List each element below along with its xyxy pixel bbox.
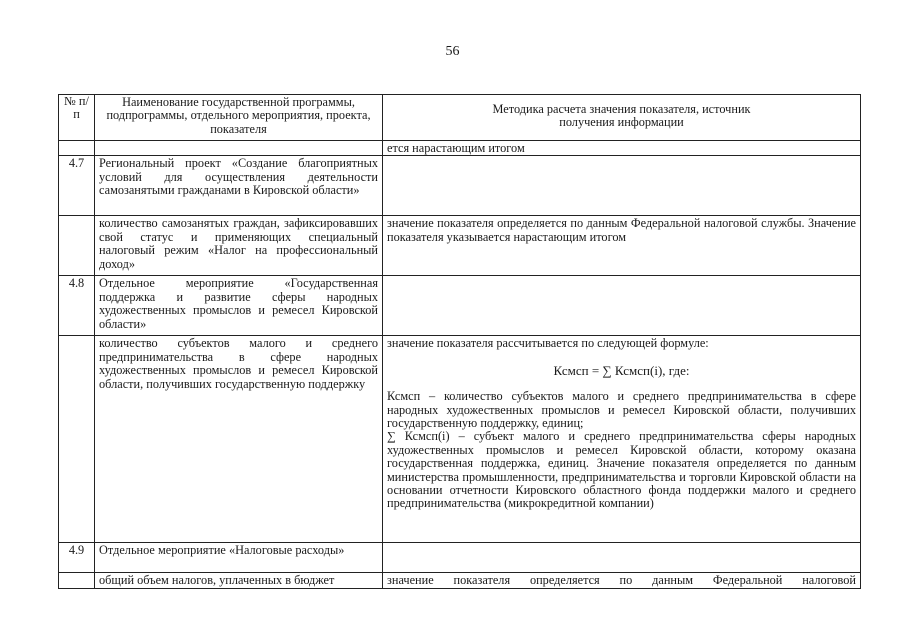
row-num [59,573,95,588]
header-method-text: Методика расчета значения показателя, источник получения информации [492,102,751,130]
table-row [59,141,861,156]
formula: Ксмсп = ∑ Ксмсп(i), где: [553,362,690,378]
row-name: Отдельное мероприятие «Налоговые расходы» [95,543,383,573]
row-name: количество субъектов малого и среднего предпринимательства в сфере народных художественных промыслов и ремесел Кировской области, получивших государственную поддержку [95,336,383,543]
method-definition-2: ∑ Ксмсп(i) – субъект малого и среднего предпринимательства сферы народных художественных промыслов и ремесел Кировской области, которому оказана государственная поддержка, единиц. Значение показателя определяется по данным министерства промышленности, предпринимательства и торговли Кировской области на основании отчетности Кировского областного фонда поддержки малого и среднего предпринимательства (микрокредитной компании) [387,429,856,511]
header-num-text: № п/п [64,94,89,122]
table-row [59,156,861,216]
page-number: 56 [445,44,460,59]
row-name: количество самозанятых граждан, зафиксировавших свой статус и применяющих специальный налоговый режим «Налог на профессиональный доход» [95,216,383,276]
row-method: значение показателя определяется по данным Федеральной налоговой [383,573,861,588]
header-method [383,95,861,141]
method-intro: значение показателя рассчитывается по следующей формуле: [387,336,709,351]
header-name-text: Наименование государственной программы, подпрограммы, отдельного мероприятия, проекта, показателя [106,95,371,136]
row-num: 4.9 [59,543,95,573]
row-method: значение показателя определяется по данным Федеральной налоговой службы. Значение показателя указывается нарастающим итогом [383,216,861,276]
row-method [383,276,861,336]
table-row [59,336,861,543]
row-name [95,141,383,156]
row-num: 4.8 [59,276,95,336]
table-row [59,276,861,336]
row-name: общий объем налогов, уплаченных в бюджет [95,573,383,588]
table-header-row [59,95,861,141]
row-method [383,336,861,543]
method-definition-1: Ксмсп – количество субъектов малого и среднего предпринимательства в сфере народных художественных промыслов и ремесел Кировской области, получивших государственную поддержку, единиц; [387,389,856,431]
table-row [59,573,861,588]
row-method [383,543,861,573]
header-num [59,95,95,141]
row-num [59,216,95,276]
row-num [59,336,95,543]
row-num [59,141,95,156]
row-name: Отдельное мероприятие «Государственная поддержка и развитие сферы народных художественных промыслов и ремесел Кировской области» [95,276,383,336]
table-row [59,216,861,276]
continuation-cell: ется нарастающим итогом [383,141,861,156]
table-row [59,543,861,573]
indicator-methodology-table [58,94,861,589]
row-num: 4.7 [59,156,95,216]
row-name: Региональный проект «Создание благоприятных условий для осуществления деятельности самозанятыми гражданами в Кировской области» [95,156,383,216]
header-name [95,95,383,141]
row-method [383,156,861,216]
